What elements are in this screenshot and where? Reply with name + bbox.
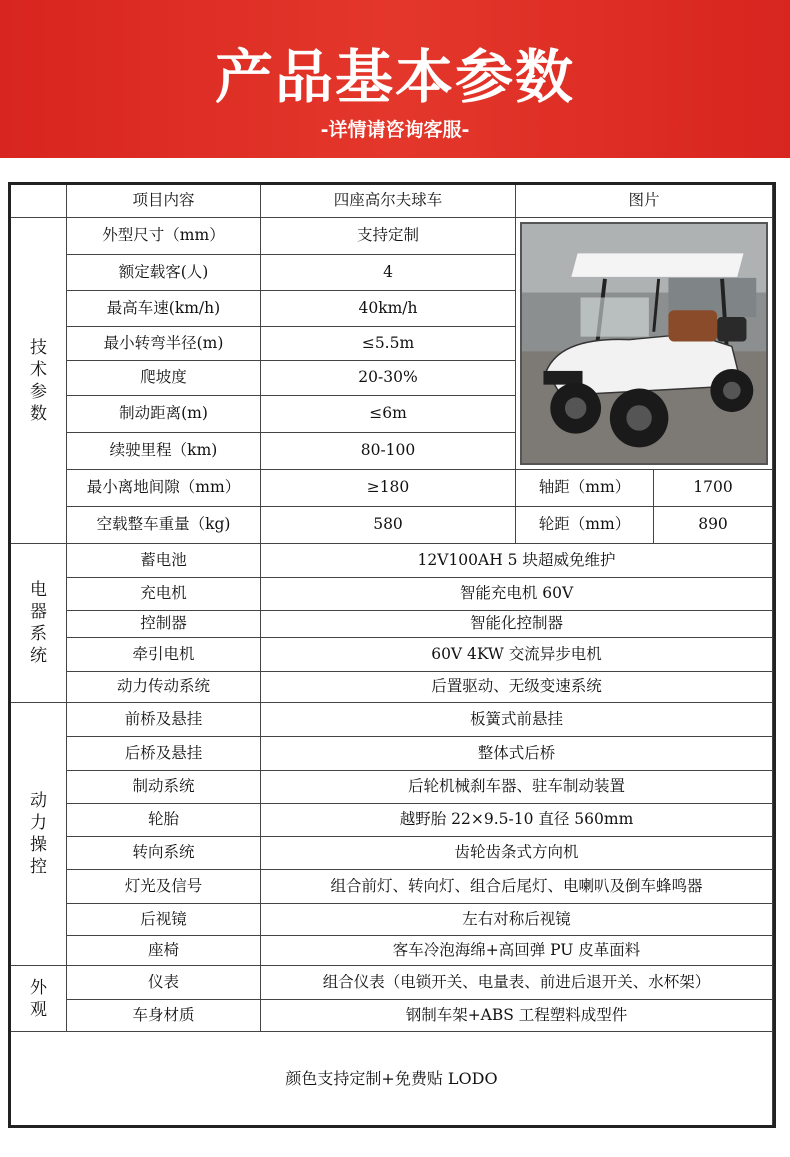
side-spec-value-0: 1700 [654,470,773,507]
drive-label-0: 前桥及悬挂 [67,703,261,737]
tech-label-5: 制动距离(m) [67,396,261,433]
electric-label-3: 牵引电机 [67,638,261,672]
page-subtitle: -详情请咨询客服- [320,119,470,141]
drive-label-5: 灯光及信号 [67,870,261,904]
side-spec-value-1: 890 [654,507,773,544]
electric-value-4: 后置驱动、无级变速系统 [261,672,773,703]
golf-cart-photo [520,222,768,465]
electric-value-2: 智能化控制器 [261,611,773,638]
group-exterior [11,966,67,1032]
footer-note: 颜色支持定制+免费贴 LODO [11,1032,773,1125]
drive-value-7: 客车冷泡海绵+高回弹 PU 皮革面料 [261,936,773,966]
electric-label-4: 动力传动系统 [67,672,261,703]
electric-value-1: 智能充电机 60V [261,578,773,611]
tech-value-2: 40km/h [261,291,516,327]
tech-label-0: 外型尺寸（mm） [67,218,261,255]
electric-label-0: 蓄电池 [67,544,261,578]
drive-value-1: 整体式后桥 [261,737,773,771]
drive-value-3: 越野胎 22×9.5-10 直径 560mm [261,804,773,837]
drive-value-2: 后轮机械刹车器、驻车制动装置 [261,771,773,804]
tech-value-6: 80-100 [261,433,516,470]
electric-label-2: 控制器 [67,611,261,638]
tech-label-8: 空载整车重量（kg) [67,507,261,544]
exterior-value-0: 组合仪表（电锁开关、电量表、前进后退开关、水杯架） [261,966,773,1000]
tech-value-8: 580 [261,507,516,544]
tech-value-3: ≤5.5m [261,327,516,361]
tech-value-7: ≥180 [261,470,516,507]
header-item: 项目内容 [67,185,261,218]
exterior-value-1: 钢制车架+ABS 工程塑料成型件 [261,1000,773,1032]
electric-value-3: 60V 4KW 交流异步电机 [261,638,773,672]
drive-value-4: 齿轮齿条式方向机 [261,837,773,870]
group-drive-label: 动力操控 [30,791,47,877]
group-electric [11,544,67,703]
tech-value-0: 支持定制 [261,218,516,255]
drive-label-7: 座椅 [67,936,261,966]
side-spec-label-0: 轴距（mm） [516,470,654,507]
drive-label-4: 转向系统 [67,837,261,870]
title-banner [0,0,790,158]
exterior-label-1: 车身材质 [67,1000,261,1032]
tech-label-4: 爬坡度 [67,361,261,396]
tech-label-6: 续驶里程（km) [67,433,261,470]
group-tech [11,218,67,544]
tech-label-1: 额定载客(人) [67,255,261,291]
group-tech-label: 技术参数 [30,337,47,424]
drive-label-1: 后桥及悬挂 [67,737,261,771]
side-spec-label-1: 轮距（mm） [516,507,654,544]
drive-value-5: 组合前灯、转向灯、组合后尾灯、电喇叭及倒车蜂鸣器 [261,870,773,904]
golf-cart-image [522,224,766,463]
electric-value-0: 12V100AH 5 块超威免维护 [261,544,773,578]
tech-value-1: 4 [261,255,516,291]
tech-label-7: 最小离地间隙（mm） [67,470,261,507]
drive-label-6: 后视镜 [67,904,261,936]
header-model: 四座高尔夫球车 [261,185,516,218]
electric-label-1: 充电机 [67,578,261,611]
drive-value-0: 板簧式前悬挂 [261,703,773,737]
tech-value-4: 20-30% [261,361,516,396]
spec-table [8,182,776,1128]
product-photo-cell [516,218,773,470]
header-picture: 图片 [516,185,773,218]
tech-value-5: ≤6m [261,396,516,433]
group-exterior-label: 外观 [30,977,47,1020]
drive-label-2: 制动系统 [67,771,261,804]
exterior-label-0: 仪表 [67,966,261,1000]
drive-label-3: 轮胎 [67,804,261,837]
drive-value-6: 左右对称后视镜 [261,904,773,936]
page-title: 产品基本参数 [214,43,575,111]
header-blank [11,185,67,218]
group-electric-label: 电器系统 [30,580,47,666]
group-drive [11,703,67,966]
tech-label-2: 最高车速(km/h) [67,291,261,327]
tech-label-3: 最小转弯半径(m) [67,327,261,361]
